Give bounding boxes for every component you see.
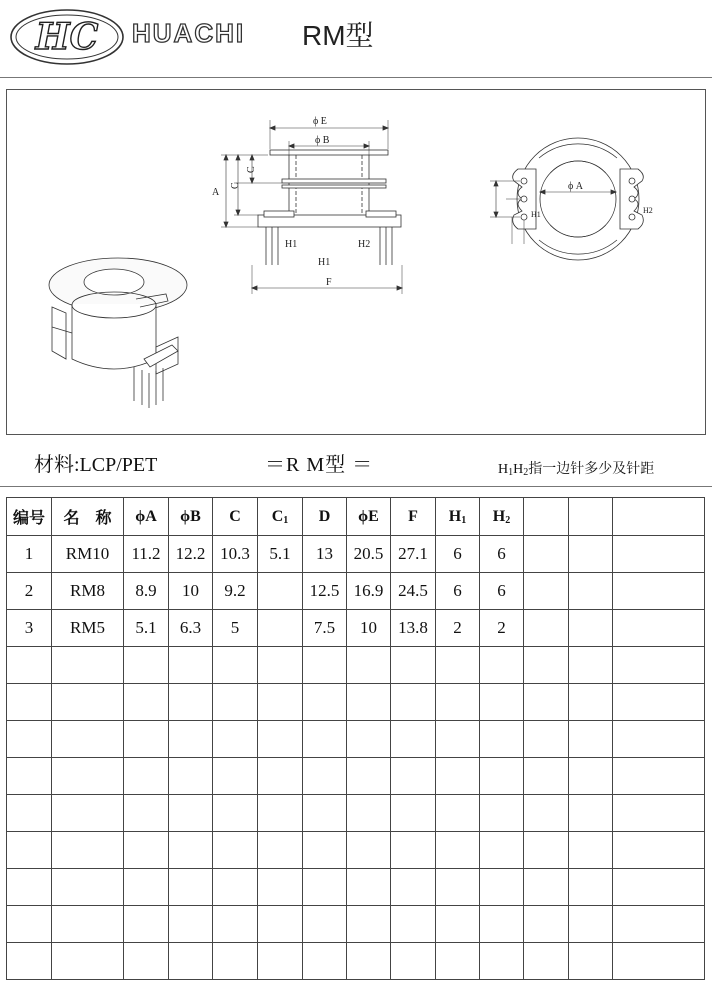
table-cell: [124, 869, 169, 906]
table-cell: [480, 684, 524, 721]
label-h1: H1: [285, 239, 298, 250]
table-cell: [7, 795, 52, 832]
table-cell: 1: [7, 536, 52, 573]
table-cell: [7, 906, 52, 943]
table-cell: [480, 758, 524, 795]
table-cell: [480, 832, 524, 869]
table-cell: [213, 758, 258, 795]
table-cell: [213, 943, 258, 980]
table-cell: 13.8: [391, 610, 436, 647]
table-cell: [613, 869, 705, 906]
table-cell: [258, 610, 303, 647]
top-view: [490, 138, 643, 260]
table-cell: 2: [436, 610, 480, 647]
table-cell: RM10: [52, 536, 124, 573]
table-cell: 8.9: [124, 573, 169, 610]
table-cell: [391, 647, 436, 684]
table-cell: [169, 832, 213, 869]
table-cell: [613, 610, 705, 647]
table-cell: [569, 536, 613, 573]
column-header: [613, 498, 705, 536]
table-cell: [613, 536, 705, 573]
table-cell: 2: [7, 573, 52, 610]
table-cell: [524, 684, 569, 721]
side-view: [221, 120, 402, 294]
table-cell: [436, 906, 480, 943]
table-cell: [7, 943, 52, 980]
column-header: ϕB: [169, 498, 213, 536]
table-cell: [213, 906, 258, 943]
table-cell: [436, 795, 480, 832]
table-cell: [258, 795, 303, 832]
table-cell: [258, 647, 303, 684]
table-cell: [347, 906, 391, 943]
table-cell: [303, 684, 347, 721]
table-cell: [391, 758, 436, 795]
table-cell: [391, 869, 436, 906]
table-cell: [52, 869, 124, 906]
table-cell: [169, 758, 213, 795]
label-h2: H2: [358, 239, 371, 250]
table-cell: 12.5: [303, 573, 347, 610]
table-cell: [124, 721, 169, 758]
label-h2-top: H2: [643, 206, 653, 215]
table-cell: [524, 536, 569, 573]
table-cell: [391, 721, 436, 758]
table-cell: [569, 906, 613, 943]
empty-table-row: [7, 721, 705, 758]
column-header: $C_1$: [258, 498, 303, 536]
table-cell: [52, 906, 124, 943]
table-cell: [524, 573, 569, 610]
table-cell: [613, 943, 705, 980]
column-header: C: [213, 498, 258, 536]
huachi-logo: [8, 6, 126, 68]
table-cell: [52, 943, 124, 980]
table-cell: [524, 647, 569, 684]
table-cell: [524, 721, 569, 758]
table-cell: 16.9: [347, 573, 391, 610]
table-cell: [569, 943, 613, 980]
label-c1: C: [246, 166, 257, 173]
table-cell: [524, 906, 569, 943]
table-cell: [213, 721, 258, 758]
table-cell: [613, 573, 705, 610]
table-cell: [436, 758, 480, 795]
empty-table-row: [7, 684, 705, 721]
table-cell: [258, 573, 303, 610]
spec-table: [6, 497, 705, 980]
table-cell: [391, 832, 436, 869]
table-cell: [569, 758, 613, 795]
table-cell: 2: [480, 610, 524, 647]
table-cell: [480, 647, 524, 684]
table-cell: RM5: [52, 610, 124, 647]
table-cell: [436, 721, 480, 758]
table-cell: [303, 943, 347, 980]
table-cell: [391, 906, 436, 943]
empty-table-row: [7, 869, 705, 906]
table-cell: [613, 832, 705, 869]
column-header: F: [391, 498, 436, 536]
empty-table-row: [7, 832, 705, 869]
empty-table-row: [7, 906, 705, 943]
table-cell: [569, 684, 613, 721]
table-cell: 3: [7, 610, 52, 647]
table-cell: [52, 795, 124, 832]
table-cell: [347, 869, 391, 906]
table-cell: [303, 869, 347, 906]
table-cell: [169, 943, 213, 980]
table-cell: [169, 647, 213, 684]
table-cell: [347, 943, 391, 980]
table-cell: 9.2: [213, 573, 258, 610]
table-cell: [303, 832, 347, 869]
table-cell: [7, 758, 52, 795]
table-cell: [347, 795, 391, 832]
table-cell: [213, 647, 258, 684]
table-cell: [213, 832, 258, 869]
label-h1-bottom: H1: [318, 257, 331, 268]
label-phi-a: ϕ A: [568, 181, 583, 192]
table-cell: [569, 869, 613, 906]
table-cell: 10.3: [213, 536, 258, 573]
table-cell: [213, 869, 258, 906]
table-header-row: [7, 498, 705, 536]
column-header: ϕA: [124, 498, 169, 536]
table-cell: [480, 721, 524, 758]
table-cell: [524, 832, 569, 869]
table-cell: [7, 684, 52, 721]
empty-table-row: [7, 647, 705, 684]
table-cell: [480, 869, 524, 906]
table-cell: [569, 721, 613, 758]
table-cell: [169, 869, 213, 906]
table-cell: [124, 647, 169, 684]
table-cell: 6: [436, 573, 480, 610]
table-cell: [213, 684, 258, 721]
table-cell: 12.2: [169, 536, 213, 573]
table-cell: 24.5: [391, 573, 436, 610]
pin-note: $H_1H_2$指一边针多少及针距: [498, 462, 655, 478]
section-divider: [0, 486, 712, 487]
table-cell: [613, 906, 705, 943]
table-cell: [169, 684, 213, 721]
column-header: $H_1$: [436, 498, 480, 536]
table-cell: [480, 906, 524, 943]
table-cell: [569, 832, 613, 869]
table-cell: [524, 758, 569, 795]
table-cell: [7, 647, 52, 684]
table-cell: [258, 758, 303, 795]
table-row: [7, 573, 705, 610]
table-cell: [7, 721, 52, 758]
table-cell: [569, 795, 613, 832]
table-cell: [169, 721, 213, 758]
table-cell: 10: [169, 573, 213, 610]
table-cell: [7, 869, 52, 906]
table-cell: 11.2: [124, 536, 169, 573]
table-cell: 6: [480, 536, 524, 573]
table-cell: [347, 684, 391, 721]
table-cell: [52, 721, 124, 758]
empty-table-row: [7, 795, 705, 832]
label-f: F: [326, 277, 332, 288]
table-cell: [303, 721, 347, 758]
table-cell: [524, 795, 569, 832]
label-h1-top: H1: [531, 210, 541, 219]
table-cell: [347, 647, 391, 684]
table-cell: [258, 906, 303, 943]
table-cell: [569, 573, 613, 610]
table-cell: [524, 869, 569, 906]
table-cell: [391, 943, 436, 980]
column-header: [524, 498, 569, 536]
table-cell: [303, 795, 347, 832]
table-cell: [169, 795, 213, 832]
logo-text: HC: [35, 16, 99, 58]
table-cell: [258, 684, 303, 721]
table-cell: [436, 684, 480, 721]
table-cell: [258, 943, 303, 980]
header-divider: [0, 77, 712, 78]
model-type: ＝R M型 ＝: [265, 454, 374, 476]
page-title: RM型: [302, 20, 374, 51]
table-cell: [303, 758, 347, 795]
table-cell: [524, 610, 569, 647]
table-cell: 6: [436, 536, 480, 573]
table-cell: [613, 795, 705, 832]
table-cell: [124, 832, 169, 869]
table-cell: [124, 795, 169, 832]
table-cell: 6: [480, 573, 524, 610]
table-cell: [52, 758, 124, 795]
table-cell: [391, 684, 436, 721]
empty-table-row: [7, 758, 705, 795]
column-header: 编号: [7, 498, 52, 536]
table-cell: [7, 832, 52, 869]
table-cell: [613, 684, 705, 721]
table-cell: [124, 684, 169, 721]
table-cell: [347, 832, 391, 869]
table-cell: [569, 610, 613, 647]
table-cell: [524, 943, 569, 980]
empty-table-row: [7, 943, 705, 980]
table-cell: [347, 758, 391, 795]
table-cell: [124, 906, 169, 943]
table-cell: [569, 647, 613, 684]
table-cell: 10: [347, 610, 391, 647]
label-c: C: [230, 182, 241, 189]
table-row: [7, 536, 705, 573]
isometric-bobbin: [49, 258, 187, 408]
table-cell: [480, 795, 524, 832]
table-cell: 5.1: [258, 536, 303, 573]
technical-drawing: [6, 89, 706, 435]
label-a: A: [212, 187, 220, 198]
table-cell: [52, 684, 124, 721]
table-cell: [303, 647, 347, 684]
table-cell: [347, 721, 391, 758]
label-phi-e: ϕ E: [313, 116, 327, 127]
table-cell: [613, 647, 705, 684]
table-cell: [303, 906, 347, 943]
table-cell: [436, 943, 480, 980]
table-cell: [436, 869, 480, 906]
table-cell: [391, 795, 436, 832]
table-cell: 5: [213, 610, 258, 647]
table-cell: [613, 758, 705, 795]
column-header: [569, 498, 613, 536]
table-cell: [213, 795, 258, 832]
table-cell: [436, 832, 480, 869]
table-cell: [124, 943, 169, 980]
column-header: 名 称: [52, 498, 124, 536]
table-cell: 6.3: [169, 610, 213, 647]
column-header: $H_2$: [480, 498, 524, 536]
table-cell: 5.1: [124, 610, 169, 647]
table-cell: [169, 906, 213, 943]
brand-name: HUACHI: [132, 18, 246, 48]
table-cell: [258, 832, 303, 869]
table-cell: 13: [303, 536, 347, 573]
table-cell: 7.5: [303, 610, 347, 647]
table-cell: [258, 869, 303, 906]
table-cell: [613, 721, 705, 758]
table-cell: RM8: [52, 573, 124, 610]
label-phi-b: ϕ B: [315, 135, 330, 146]
table-cell: [124, 758, 169, 795]
table-cell: 27.1: [391, 536, 436, 573]
table-cell: [52, 647, 124, 684]
table-cell: [52, 832, 124, 869]
material-label: 材料:LCP/PET: [34, 454, 158, 476]
table-row: [7, 610, 705, 647]
table-cell: [258, 721, 303, 758]
table-cell: [436, 647, 480, 684]
table-cell: [480, 943, 524, 980]
column-header: ϕE: [347, 498, 391, 536]
table-cell: 20.5: [347, 536, 391, 573]
column-header: D: [303, 498, 347, 536]
